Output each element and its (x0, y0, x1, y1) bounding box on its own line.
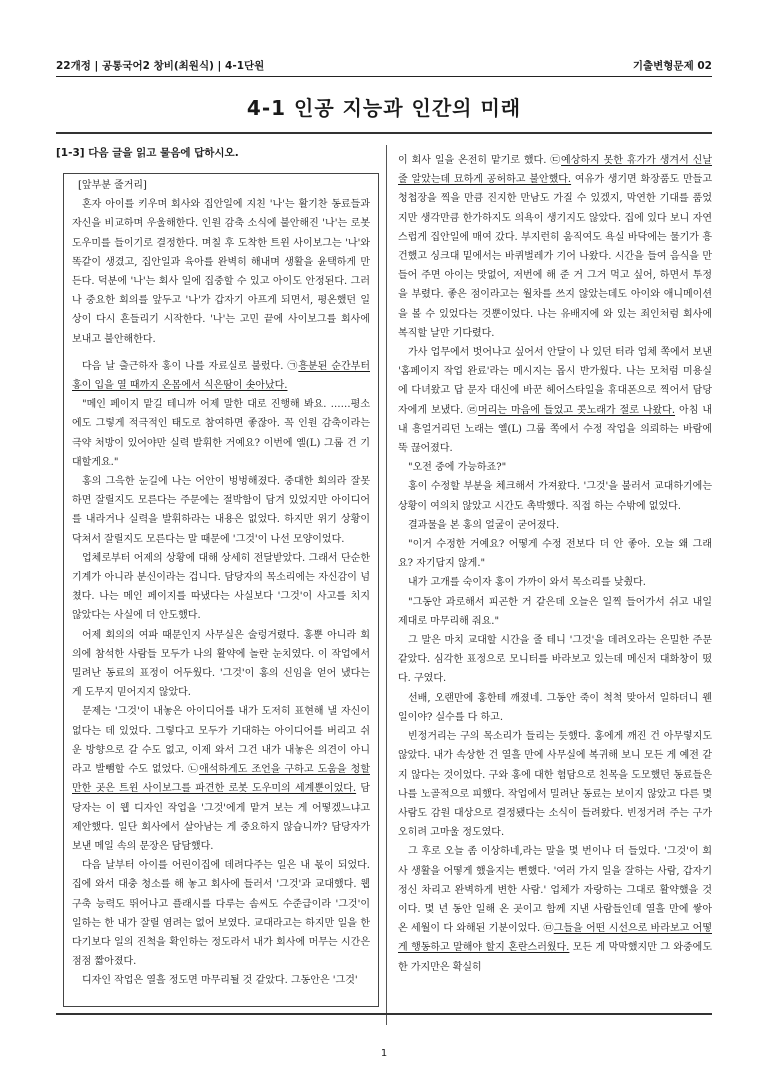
paragraph: 가사 업무에서 벗어나고 싶어서 안달이 나 있던 터라 업체 쪽에서 보낸 '홈페이지 작업 완료'라는 메시지는 몹시 반가웠다. 나는 모처럼 미용실에 다녀왔고 답 문자 대신에 바꾼 헤어스타일을 휴대폰으로 찍어서 담당자에게 보냈다. ㉣머리는 마음에 들었고 콧노래가 절로 나왔다. 아침 내내 흥얼거리던 노래는 옐(L) 그룹 쪽에서 수정 작업을 의뢰하는 바람에 뚝 끊어졌다. (398, 347, 713, 455)
column-divider (386, 145, 387, 1025)
paragraph: 업체로부터 어제의 상황에 대해 상세히 전달받았다. 그래서 단순한 기계가 아니라 분신이라는 겁니다. 담당자의 목소리에는 자신감이 넘쳤다. 나는 메인 페이지를 따냈다는 사실보다 '그것'이 사고를 치지 않았다는 사실에 더 안도했다. (72, 552, 370, 622)
passage-right-column (398, 151, 712, 977)
paragraph: 문제는 '그것'이 내놓은 아이디어를 내가 도저히 표현해 낼 자신이 없다는 데 있었다. 그렇다고 모두가 기대하는 아이디어를 버리고 쉬운 방향으로 갈 수도 없고, 이제 와서 그건 내가 내놓은 의견이 아니라고 발뺌할 수도 없었다. ㉡애석하게도 조언을 구하고 도움을 청할 만한 곳은 트윈 사이보그를 파견한 로봇 도우미의 세계뿐이었다. 담당자는 이 웹 디자인 작업을 '그것'에게 맡겨 보는 게 어떻겠느냐고 제안했다. 일단 회사에서 살아남는 게 중요하지 않습니까? 담당자가 보낸 메일 속의 문장은 담담했다. (72, 706, 371, 852)
header-divider (56, 76, 712, 77)
paragraph: 어제 회의의 여파 때문인지 사무실은 술렁거렸다. 홍뿐 아니라 회의에 참석한 사람들 모두가 나의 활약에 놀란 눈치였다. 이 작업에서 밀려난 동료의 표정이 어두웠다. '그것'이 홍의 신임을 얻어 냈다는 게 도무지 믿어지지 않았다. (72, 629, 370, 699)
paragraph: "메인 페이지 맡길 테니까 어제 말한 대로 진행해 봐요. ……평소에도 그렇게 적극적인 태도로 참여하면 좋잖아. 꼭 인원 감축이라는 극약 처방이 있어야만 실력 발휘한 거예요? 이번에 옐(L) 그룹 건 기대할게요." (72, 399, 370, 468)
underlined-phrase-5: 그들을 어떤 시선으로 바라보고 어떻게 행동하고 말해야 할지 혼란스러웠다. (398, 923, 712, 954)
paragraph: 다음 날부터 아이를 어린이집에 데려다주는 일은 내 몫이 되었다. 집에 와서 대충 청소를 해 놓고 회사에 들러서 '그것'과 교대했다. 웹 구축 능력도 뛰어나고 플래시를 다루는 솜씨도 수준급이라 '그것'이 일하는 한 내가 잘릴 염려는 없어 보였다. 교대라고는 하지만 일을 한다기보다 일의 진척을 확인하는 정도라서 내가 회사에 머무는 시간은 점점 짧아졌다. (72, 860, 370, 968)
page-title: 4-1 인공 지능과 인간의 미래 (246, 96, 522, 120)
paragraph: 홍의 그윽한 눈길에 나는 어안이 벙벙해졌다. 중대한 회의라 잘못하면 잘릴지도 모른다는 주문에는 절박함이 담겨 있었지만 아이디어를 내라거나 실력을 발휘하라는 내용은 없었다. 하지만 위기 상황이 닥쳐서 잘릴지도 모른다는 말 때문에 '그것'이 나선 모양이었다. (72, 476, 370, 545)
paragraph: 그 말은 마치 교대할 시간을 줄 테니 '그것'을 데려오라는 은밀한 주문 같았다. 심각한 표정으로 모니터를 바라보고 있는데 메신저 대화창이 떴다. 구였다. (398, 635, 712, 685)
footer-divider (56, 1013, 712, 1015)
dialogue-line: "이거 수정한 거예요? 어떻게 수정 전보다 더 안 좋아. 오늘 왜 그래요? 자기답지 않게." (398, 539, 712, 570)
paragraph: 결과물을 본 홍의 얼굴이 굳어졌다. (408, 519, 560, 531)
paragraph: 다음 날 출근하자 홍이 나를 자료실로 불렀다. ㉠흥분된 순간부터 홍이 입을 열 때까지 온몸에서 식은땀이 솟아났다. (72, 360, 370, 392)
underlined-phrase-4: 머리는 마음에 들었고 콧노래가 절로 나왔다. (477, 404, 676, 416)
question-prompt: [1-3] 다음 글을 읽고 물음에 답하시오. (56, 147, 239, 159)
summary-heading: [앞부분 줄거리] (78, 180, 147, 191)
header-course-info: 22개정 | 공통국어2 창비(최원식) | 4-1단원 (56, 60, 265, 72)
title-divider (56, 132, 712, 134)
dialogue-line: "그동안 과로해서 피곤한 거 같은데 오늘은 일찍 들어가서 쉬고 내일 제대로 마무리해 줘요." (398, 596, 712, 627)
header-exam-label: 기출변형문제 02 (632, 60, 712, 72)
messenger-line: 선배, 오랜만에 홍한테 깨졌네. 그동안 죽이 척척 맞아서 일하더니 웬일이야? 실수를 다 하고. (398, 692, 712, 723)
paragraph: 디자인 작업은 열흘 정도면 마무리될 것 같았다. 그동안은 '그것' (82, 975, 358, 987)
summary-paragraph: 혼자 아이를 키우며 회사와 집안일에 지친 '나'는 활기찬 동료들과 자신을 비교하며 우울해한다. 인원 감축 소식에 불안해진 '나'는 로봇 도우미를 들이기로 결정한다. 며칠 후 도착한 트윈 사이보그는 '나'와 똑같이 생겼고, 집안일과 육아를 완벽히 해내며 생활을 윤택하게 만든다. 덕분에 '나'는 회사 일에 집중할 수 있고 아이도 안정된다. 그러나 중요한 회의를 앞두고 '나'가 갑자기 아프게 되면서, 평온했던 일상이 다시 흔들리기 시작한다. '나'는 고민 끝에 사이보그를 회사에 보내고 불안해한다. (72, 199, 370, 345)
paragraph: 이 회사 일을 온전히 맡기로 했다. ㉢예상하지 못한 휴가가 생겨서 신날 줄 알았는데 묘하게 공허하고 불안했다. 여유가 생기면 화장품도 만들고 청첩장을 찍을 만큼 진지한 만남도 가질 수 있겠지, 막연한 기대를 품었지만 생각만큼 한가하지도 의욕이 생기지도 않았다. 집에 있다 보니 자연스럽게 집안일에 매여 갔다. 부지런히 움직여도 욕실 바닥에는 물기가 흥건했고 싱크대 밑에서는 바퀴벌레가 기어 나왔다. 시간을 들여 음식을 만들어 주면 아이는 맛없어, 저번에 해 준 거 그거 먹고 싶어, 하면서 투정을 부렸다. 좋은 점이라고는 월차를 쓰지 않았는데도 아이와 애니메이션을 볼 수 있었다는 것뿐이었다. 나는 유배지에 와 있는 죄인처럼 회사에 복직할 날만 기다렸다. (398, 155, 712, 339)
passage-left-column (72, 176, 370, 991)
underlined-phrase-1: 흥분된 순간부터 홍이 입을 열 때까지 온몸에서 식은땀이 솟아났다. (72, 360, 370, 392)
paragraph: 내가 고개를 숙이자 홍이 가까이 와서 목소리를 낮췄다. (408, 577, 646, 589)
paragraph: 그 후로 오늘 좀 이상하네,라는 말을 몇 번이나 더 들었다. '그것'이 회사 생활을 어떻게 했을지는 뻔했다. '여러 가지 일을 잘하는 사람, 갑자기 정신 차리고 완벽하게 변한 사람.' 업체가 자랑하는 그대로 활약했을 것이다. 몇 년 동안 일해 온 곳이고 함께 지낸 사람들인데 열흘 만에 쌓아 온 세월이 다 와해된 기분이었다. ㉤그들을 어떤 시선으로 바라보고 어떻게 행동하고 말해야 할지 혼란스러웠다. 모든 게 막막했지만 그 와중에도 한 가지만은 확실히 (398, 846, 712, 973)
page-number: 1 (380, 1048, 388, 1059)
underlined-phrase-3: 예상하지 못한 휴가가 생겨서 신날 줄 알았는데 묘하게 공허하고 불안했다. (398, 155, 712, 186)
paragraph: 홍이 수정할 부분을 체크해서 가져왔다. '그것'을 불러서 교대하기에는 상황이 여의치 않았고 시간도 촉박했다. 직접 하는 수밖에 없었다. (398, 481, 712, 512)
underlined-phrase-2: 애석하게도 조언을 구하고 도움을 청할 만한 곳은 트윈 사이보그를 파견한 로봇 도우미의 세계뿐이었다. (72, 764, 370, 795)
dialogue-line: "오전 중에 가능하죠?" (408, 462, 507, 474)
paragraph: 빈정거리는 구의 목소리가 들리는 듯했다. 홍에게 깨진 건 아무렇지도 않았다. 내가 속상한 건 열흘 만에 사무실에 복귀해 보니 모든 게 예전 같지 않다는 것이었다. 구와 홍에 대한 험담으로 친목을 도모했던 동료들은 나를 노골적으로 피했다. 작업에서 밀려난 동료는 보이지 않았고 다른 몇 사람도 감원 대상으로 결정됐다는 소식이 들려왔다. 빈정거려 주는 구가 오히려 고마울 정도였다. (398, 731, 712, 839)
